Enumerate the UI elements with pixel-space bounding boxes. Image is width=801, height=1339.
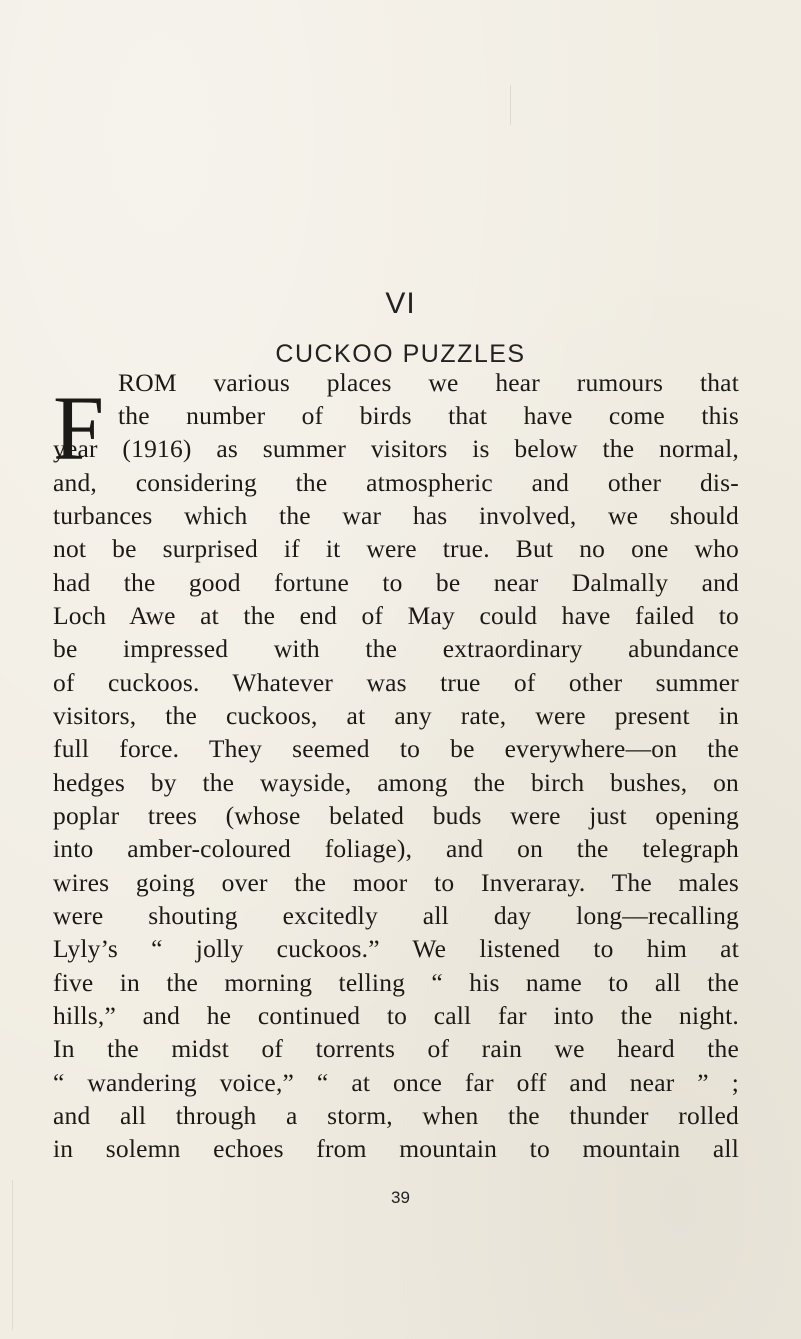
text-line: “ wandering voice,” “ at once far off and near ” ; [53,1068,739,1097]
text-line: and, considering the atmospheric and other dis- [53,468,739,497]
text-line: full force. They seemed to be everywhere—on the [53,734,739,763]
text-line: hills,” and he continued to call far into the night. [53,1001,739,1030]
text-line: year (1916) as summer visitors is below the normal, [53,434,739,463]
chapter-title: CUCKOO PUZZLES [275,340,526,368]
text-line: in solemn echoes from mountain to mountain all [53,1134,739,1163]
drop-cap: F [53,377,105,479]
text-line: wires going over the moor to Inveraray. The males [53,868,739,897]
text-line: be impressed with the extraordinary abundance [53,634,739,663]
paper-mark [510,85,511,125]
text-line: into amber-coloured foliage), and on the telegraph [53,834,739,863]
text-line: In the midst of torrents of rain we heard the [53,1034,739,1063]
text-line: were shouting excitedly all day long—recalling [53,901,739,930]
text-line: not be surprised if it were true. But no one who [53,534,739,563]
text-line: turbances which the war has involved, we should [53,501,739,530]
text-line: the number of birds that have come this [118,401,739,430]
page-number: 39 [391,1188,410,1207]
text-line: Lyly’s “ jolly cuckoos.” We listened to him at [53,934,739,963]
text-line: ROM various places we hear rumours that [118,368,739,397]
paper-mark [12,1180,13,1330]
text-line: had the good fortune to be near Dalmally and [53,568,739,597]
text-line: poplar trees (whose belated buds were just opening [53,801,739,830]
text-line: of cuckoos. Whatever was true of other summer [53,668,739,697]
text-line: visitors, the cuckoos, at any rate, were present in [53,701,739,730]
text-line: five in the morning telling “ his name to all the [53,968,739,997]
text-line: hedges by the wayside, among the birch bushes, on [53,768,739,797]
text-line: Loch Awe at the end of May could have failed to [53,601,739,630]
chapter-number: VI [385,287,416,320]
text-line: and all through a storm, when the thunder rolled [53,1101,739,1130]
